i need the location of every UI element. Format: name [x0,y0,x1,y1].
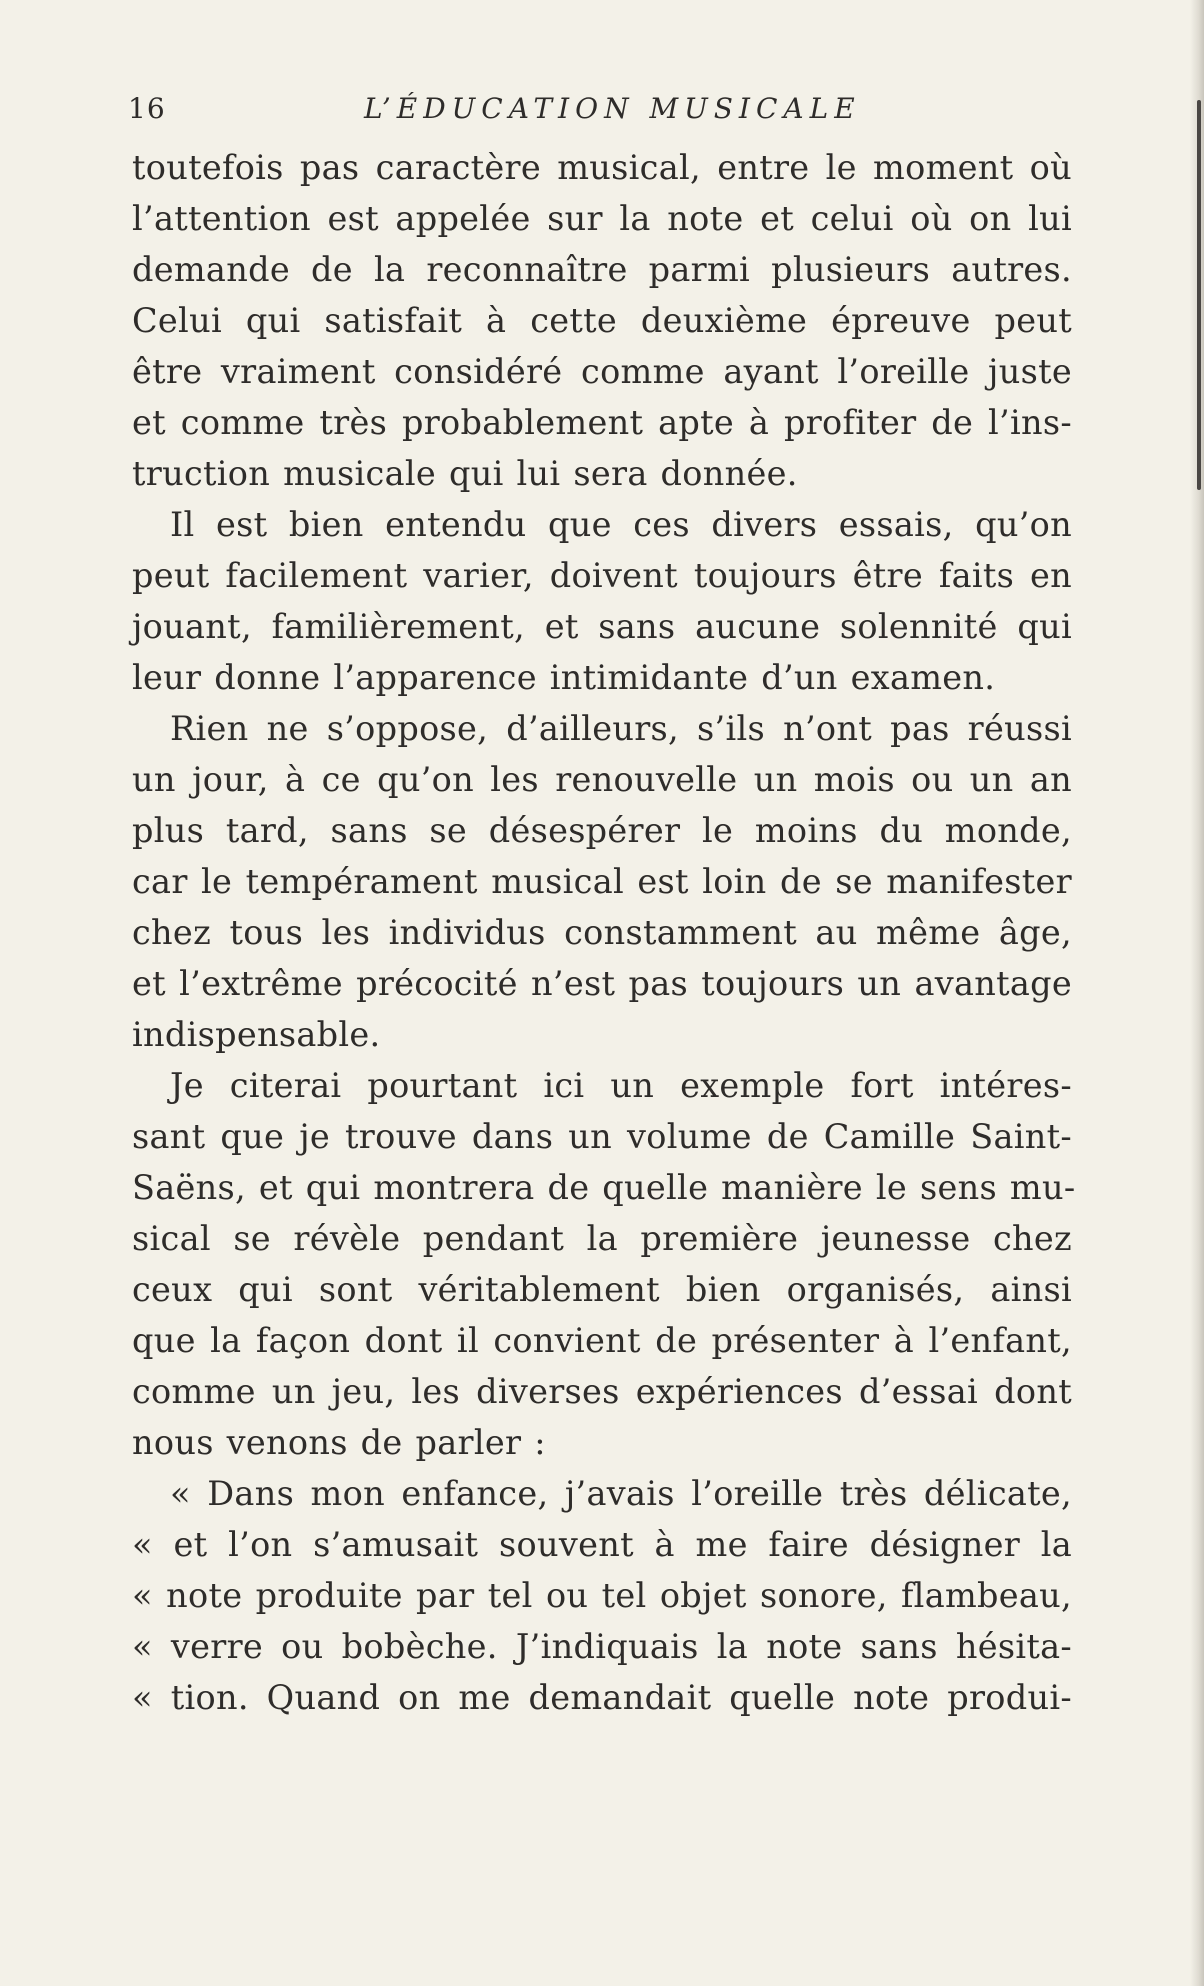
text-line: plus tard, sans se désespérer le moins du monde, [132,811,1072,850]
text-line: Celui qui satisfait à cette deuxième épreuve peut [132,301,1072,340]
text-line: sical se révèle pendant la première jeunesse chez [132,1219,1072,1258]
binding-edge-mark [1197,100,1201,490]
text-line: « et l’on s’amusait souvent à me faire désigner la [132,1525,1072,1564]
text-line: toutefois pas caractère musical, entre le moment où [132,148,1072,187]
text-line: Je citerai pourtant ici un exemple fort intéres- [170,1066,1072,1105]
text-line: peut facilement varier, doivent toujours être faits en [132,556,1072,595]
text-line: nous venons de parler : [132,1423,546,1462]
text-line: « Dans mon enfance, j’avais l’oreille très délicate, [170,1474,1072,1513]
text-line: chez tous les individus constamment au même âge, [132,913,1072,952]
text-line: truction musicale qui lui sera donnée. [132,454,798,493]
text-line: Il est bien entendu que ces divers essais, qu’on [170,505,1072,544]
text-line: un jour, à ce qu’on les renouvelle un mois ou un an [132,760,1072,799]
text-line: leur donne l’apparence intimidante d’un examen. [132,658,996,697]
text-line: indispensable. [132,1015,381,1054]
page-header [128,92,1078,132]
text-line: Saëns, et qui montrera de quelle manière le sens mu- [132,1168,1076,1207]
text-line: être vraiment considéré comme ayant l’oreille juste [132,352,1072,391]
text-line: jouant, familièrement, et sans aucune solennité qui [132,607,1072,646]
text-line: sant que je trouve dans un volume de Camille Saint- [132,1117,1072,1156]
body-text [132,142,1076,1723]
text-line: et comme très probablement apte à profiter de l’ins- [132,403,1072,442]
text-line: et l’extrême précocité n’est pas toujours un avantage [132,964,1072,1003]
text-line: Rien ne s’oppose, d’ailleurs, s’ils n’ont pas réussi [170,709,1072,748]
text-line: « verre ou bobèche. J’indiquais la note sans hésita- [132,1627,1072,1666]
page-number: 16 [128,92,166,125]
text-line: ceux qui sont véritablement bien organisés, ainsi [132,1270,1072,1309]
text-line: demande de la reconnaître parmi plusieurs autres. [132,250,1072,289]
text-line: « tion. Quand on me demandait quelle note produi- [132,1678,1072,1717]
text-line: « note produite par tel ou tel objet sonore, flambeau, [132,1576,1072,1615]
text-line: car le tempérament musical est loin de se manifester [132,862,1072,901]
text-line: que la façon dont il convient de présenter à l’enfant, [132,1321,1072,1360]
text-line: l’attention est appelée sur la note et celui où on lui [132,199,1072,238]
running-title: L’ÉDUCATION MUSICALE [364,92,861,125]
text-line: comme un jeu, les diverses expériences d’essai dont [132,1372,1072,1411]
